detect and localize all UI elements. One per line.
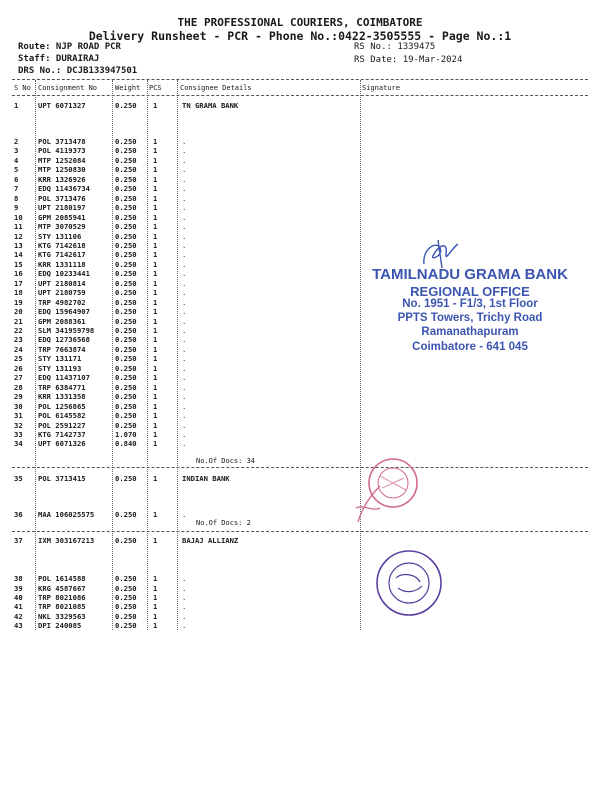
row-pcs: 1 <box>153 474 158 483</box>
stamp-address-2: PPTS Towers, Trichy Road <box>397 312 543 324</box>
row-sno: 31 <box>14 411 23 420</box>
company-title: THE PROFESSIONAL COURIERS, COIMBATORE <box>177 16 423 29</box>
row-pcs: 1 <box>153 316 158 326</box>
row-sno: 24 <box>14 344 23 354</box>
row-weight: 0.250 <box>115 592 137 602</box>
row-weight: 0.250 <box>115 278 137 288</box>
row-consignee: . <box>182 592 187 602</box>
row-weight: 0.250 <box>115 193 137 203</box>
row-consignment: POL 4119373 <box>38 146 86 156</box>
row-pcs: 1 <box>153 288 158 298</box>
row-weight: 0.250 <box>115 231 137 241</box>
row-weight: 0.250 <box>115 621 137 631</box>
row-sno: 41 <box>14 602 23 612</box>
row-consignee: . <box>182 231 187 241</box>
row-pcs: 1 <box>153 392 158 402</box>
row-pcs: 1 <box>153 510 158 519</box>
row-pcs: 1 <box>153 611 158 621</box>
row-consignment: UPT 6071326 <box>38 439 86 449</box>
row-weight: 0.250 <box>115 137 137 146</box>
row-consignee: . <box>182 250 187 260</box>
row-weight: 0.250 <box>115 401 137 411</box>
row-consignee: . <box>182 288 187 298</box>
staff-label: Staff: DURAIRAJ <box>18 54 100 64</box>
row-consignment: IXM 303167213 <box>38 536 95 545</box>
row-sno: 25 <box>14 354 23 364</box>
row-pcs: 1 <box>153 231 158 241</box>
col-weight: Weight <box>115 84 141 92</box>
row-consignment: POL 3713415 <box>38 474 86 483</box>
row-pcs: 1 <box>153 411 158 420</box>
row-pcs: 1 <box>153 137 158 146</box>
col-pcs: PCS <box>149 84 162 92</box>
row-consignment: TRP 6384771 <box>38 382 86 392</box>
row-consignment: DPI 240085 <box>38 621 82 631</box>
row-sno: 3 <box>14 146 19 156</box>
row-pcs: 1 <box>153 278 158 288</box>
row-sno: 33 <box>14 429 23 439</box>
drs-number: DRS No.: DCJB133947501 <box>18 66 138 76</box>
row-pcs: 1 <box>153 382 158 392</box>
row-weight: 0.250 <box>115 222 137 232</box>
row-consignee: . <box>182 439 187 449</box>
row-consignee: . <box>182 326 187 335</box>
runsheet-subtitle: Delivery Runsheet - PCR - Phone No.:0422-3505555 - Page No.:1 <box>88 29 512 43</box>
header-divider-top <box>12 79 588 80</box>
row-weight: 0.250 <box>115 510 137 519</box>
row-consignee: . <box>182 621 187 631</box>
row-weight: 0.250 <box>115 602 137 612</box>
row-sno: 39 <box>14 583 23 593</box>
row-consignee: . <box>182 137 187 146</box>
bajaj-allianz-seal <box>374 548 444 618</box>
row-consignee: . <box>182 574 187 583</box>
row-sno: 37 <box>14 536 23 545</box>
row-sno: 15 <box>14 259 23 269</box>
row-consignment: POL 1614588 <box>38 574 86 583</box>
row-consignment: KTG 7142737 <box>38 429 86 439</box>
row-consignee: . <box>182 297 187 307</box>
row-pcs: 1 <box>153 222 158 232</box>
row-sno: 4 <box>14 155 19 165</box>
route-label: Route: NJP ROAD PCR <box>18 42 121 52</box>
row-consignment: KRR 1331358 <box>38 392 86 402</box>
row-weight: 0.250 <box>115 240 137 250</box>
row-consignee: . <box>182 344 187 354</box>
row-consignment: POL 6145582 <box>38 411 86 420</box>
col-consignment: Consignment No <box>38 84 98 92</box>
row-consignee: . <box>182 222 187 232</box>
row-pcs: 1 <box>153 429 158 439</box>
row-sno: 11 <box>14 222 23 232</box>
row-weight: 0.250 <box>115 288 137 298</box>
row-weight: 0.250 <box>115 536 137 545</box>
row-consignee: . <box>182 259 187 269</box>
sep-details <box>360 80 361 630</box>
row-consignee: . <box>182 146 187 156</box>
sep-wt <box>147 80 148 630</box>
row-consignment: EDQ 15964907 <box>38 307 90 317</box>
row-consignment: KRR 1331118 <box>38 259 86 269</box>
row-consignment: GPM 2088361 <box>38 316 86 326</box>
row-consignee: . <box>182 155 187 165</box>
row-consignment: GPM 2085941 <box>38 212 86 222</box>
row-weight: 0.250 <box>115 574 137 583</box>
row-consignee: . <box>182 240 187 250</box>
row-pcs: 1 <box>153 363 158 373</box>
row-weight: 0.250 <box>115 101 137 110</box>
row-pcs: 1 <box>153 373 158 383</box>
row-consignment: EDQ 11437107 <box>38 373 90 383</box>
row-pcs: 1 <box>153 155 158 165</box>
stamp-bank-name: TAMILNADU GRAMA BANK <box>372 266 568 283</box>
row-weight: 0.250 <box>115 354 137 364</box>
row-consignment: MTP 1252084 <box>38 155 86 165</box>
row-sno: 29 <box>14 392 23 402</box>
row-consignee: . <box>182 203 187 213</box>
row-sno: 17 <box>14 278 23 288</box>
row-pcs: 1 <box>153 165 158 175</box>
row-sno: 7 <box>14 184 19 194</box>
row-pcs: 1 <box>153 592 158 602</box>
row-consignment: STY 131106 <box>38 231 82 241</box>
row-consignment: KTG 7142617 <box>38 250 86 260</box>
row-pcs: 1 <box>153 101 158 110</box>
row-pcs: 1 <box>153 602 158 612</box>
row-weight: 0.250 <box>115 373 137 383</box>
row-sno: 1 <box>14 101 19 110</box>
row-weight: 0.250 <box>115 146 137 156</box>
row-pcs: 1 <box>153 146 158 156</box>
row-pcs: 1 <box>153 250 158 260</box>
row-consignment: POL 1256865 <box>38 401 86 411</box>
row-weight: 0.250 <box>115 611 137 621</box>
row-pcs: 1 <box>153 326 158 335</box>
row-sno: 32 <box>14 420 23 430</box>
row-sno: 27 <box>14 373 23 383</box>
row-pcs: 1 <box>153 174 158 184</box>
sep-pcs <box>177 80 178 630</box>
row-sno: 8 <box>14 193 19 203</box>
row-consignment: STY 131193 <box>38 363 82 373</box>
row-sno: 21 <box>14 316 23 326</box>
row-weight: 0.250 <box>115 174 137 184</box>
row-pcs: 1 <box>153 269 158 279</box>
sep-cons <box>112 80 113 630</box>
row-pcs: 1 <box>153 583 158 593</box>
indian-bank-signature <box>350 478 390 528</box>
nodocs-group-1: No.Of Docs: 34 <box>196 457 256 465</box>
row-consignment: POL 3713476 <box>38 193 86 203</box>
header-divider-bottom <box>12 95 588 96</box>
row-consignee: . <box>182 392 187 402</box>
col-sno: S No <box>14 84 31 92</box>
row-pcs: 1 <box>153 212 158 222</box>
row-weight: 0.250 <box>115 420 137 430</box>
row-pcs: 1 <box>153 354 158 364</box>
stamp-address-1: No. 1951 - F1/3, 1st Floor <box>402 298 538 310</box>
row-pcs: 1 <box>153 344 158 354</box>
row-consignee: . <box>182 411 187 420</box>
row-weight: 0.840 <box>115 439 137 449</box>
row-sno: 42 <box>14 611 23 621</box>
row-pcs: 1 <box>153 297 158 307</box>
row-weight: 0.250 <box>115 411 137 420</box>
row-consignee: . <box>182 278 187 288</box>
row-sno: 36 <box>14 510 23 519</box>
row-sno: 9 <box>14 203 19 213</box>
row-pcs: 1 <box>153 203 158 213</box>
row-weight: 0.250 <box>115 326 137 335</box>
row-sno: 22 <box>14 326 23 335</box>
row-weight: 0.250 <box>115 335 137 345</box>
row-sno: 5 <box>14 165 19 175</box>
row-pcs: 1 <box>153 420 158 430</box>
row-consignment: UPT 6071327 <box>38 101 86 110</box>
row-sno: 40 <box>14 592 23 602</box>
row-consignee: . <box>182 611 187 621</box>
rs-date: RS Date: 19-Mar-2024 <box>354 55 463 65</box>
row-weight: 0.250 <box>115 382 137 392</box>
row-consignee: BAJAJ ALLIANZ <box>182 536 239 545</box>
col-consignee-details: Consignee Details <box>180 84 252 92</box>
row-weight: 0.250 <box>115 259 137 269</box>
row-consignment: TRP 4982702 <box>38 297 86 307</box>
row-consignment: MAA 106025575 <box>38 510 95 519</box>
row-pcs: 1 <box>153 193 158 203</box>
row-consignee: . <box>182 184 187 194</box>
row-weight: 0.250 <box>115 474 137 483</box>
row-pcs: 1 <box>153 259 158 269</box>
row-weight: 0.250 <box>115 344 137 354</box>
row-consignee: INDIAN BANK <box>182 474 230 483</box>
row-sno: 14 <box>14 250 23 260</box>
row-consignee: . <box>182 373 187 383</box>
group-divider-2 <box>12 531 588 532</box>
row-pcs: 1 <box>153 439 158 449</box>
group-divider-1 <box>12 467 588 468</box>
row-consignee: . <box>182 307 187 317</box>
row-sno: 19 <box>14 297 23 307</box>
row-consignee: . <box>182 193 187 203</box>
row-pcs: 1 <box>153 335 158 345</box>
row-consignee: . <box>182 420 187 430</box>
row-pcs: 1 <box>153 184 158 194</box>
row-consignment: EDQ 10233441 <box>38 269 90 279</box>
row-sno: 30 <box>14 401 23 411</box>
row-consignee: . <box>182 429 187 439</box>
row-sno: 23 <box>14 335 23 345</box>
row-weight: 0.250 <box>115 203 137 213</box>
stamp-address-3: Ramanathapuram <box>421 326 519 338</box>
row-consignment: TRP 8021085 <box>38 602 86 612</box>
row-weight: 0.250 <box>115 155 137 165</box>
row-consignee: . <box>182 363 187 373</box>
row-consignment: UPT 2180814 <box>38 278 86 288</box>
row-consignment: POL 2591227 <box>38 420 86 430</box>
row-consignment: POL 3713478 <box>38 137 86 146</box>
row-consignee: . <box>182 583 187 593</box>
row-sno: 34 <box>14 439 23 449</box>
row-consignment: TRP 8021086 <box>38 592 86 602</box>
row-weight: 0.250 <box>115 250 137 260</box>
row-sno: 16 <box>14 269 23 279</box>
row-consignment: MTP 1250830 <box>38 165 86 175</box>
row-sno: 28 <box>14 382 23 392</box>
row-pcs: 1 <box>153 621 158 631</box>
row-consignment: MTP 3070529 <box>38 222 86 232</box>
row-pcs: 1 <box>153 536 158 545</box>
row-pcs: 1 <box>153 240 158 250</box>
row-sno: 12 <box>14 231 23 241</box>
row-consignee: . <box>182 510 187 519</box>
col-signature: Signature <box>362 84 400 92</box>
row-weight: 0.250 <box>115 269 137 279</box>
row-consignment: KTG 7142618 <box>38 240 86 250</box>
row-sno: 26 <box>14 363 23 373</box>
row-consignment: UPT 2180197 <box>38 203 86 213</box>
row-consignee: . <box>182 382 187 392</box>
row-consignment: EDQ 12736568 <box>38 335 90 345</box>
row-pcs: 1 <box>153 574 158 583</box>
row-consignee: TN GRAMA BANK <box>182 101 239 110</box>
row-consignment: SLM 341959798 <box>38 326 95 335</box>
row-weight: 0.250 <box>115 583 137 593</box>
row-consignment: STY 131171 <box>38 354 82 364</box>
row-weight: 0.250 <box>115 316 137 326</box>
row-consignee: . <box>182 165 187 175</box>
row-consignment: EDQ 11436734 <box>38 184 90 194</box>
rs-number: RS No.: 1339475 <box>354 42 436 52</box>
row-sno: 13 <box>14 240 23 250</box>
row-sno: 10 <box>14 212 23 222</box>
row-sno: 6 <box>14 174 19 184</box>
row-weight: 1.070 <box>115 429 137 439</box>
row-consignment: UPT 2180759 <box>38 288 86 298</box>
row-sno: 2 <box>14 137 19 146</box>
row-consignee: . <box>182 174 187 184</box>
row-sno: 43 <box>14 621 23 631</box>
sep-sno <box>35 80 36 630</box>
row-consignment: TRP 7663874 <box>38 344 86 354</box>
row-weight: 0.250 <box>115 297 137 307</box>
row-consignee: . <box>182 602 187 612</box>
row-consignment: KRR 1326926 <box>38 174 86 184</box>
row-weight: 0.250 <box>115 392 137 402</box>
row-sno: 35 <box>14 474 23 483</box>
row-weight: 0.250 <box>115 363 137 373</box>
row-weight: 0.250 <box>115 165 137 175</box>
row-consignee: . <box>182 316 187 326</box>
row-pcs: 1 <box>153 401 158 411</box>
stamp-address-4: Coimbatore - 641 045 <box>412 341 528 353</box>
row-sno: 18 <box>14 288 23 298</box>
row-pcs: 1 <box>153 307 158 317</box>
row-consignee: . <box>182 354 187 364</box>
row-sno: 20 <box>14 307 23 317</box>
row-sno: 38 <box>14 574 23 583</box>
row-weight: 0.250 <box>115 184 137 194</box>
row-consignee: . <box>182 269 187 279</box>
row-consignment: NKL 3329563 <box>38 611 86 621</box>
row-consignee: . <box>182 335 187 345</box>
nodocs-group-2: No.Of Docs: 2 <box>196 519 251 527</box>
row-weight: 0.250 <box>115 212 137 222</box>
row-consignee: . <box>182 401 187 411</box>
row-weight: 0.250 <box>115 307 137 317</box>
row-consignment: KRG 4587667 <box>38 583 86 593</box>
row-consignee: . <box>182 212 187 222</box>
stamp-office: REGIONAL OFFICE <box>410 284 530 299</box>
